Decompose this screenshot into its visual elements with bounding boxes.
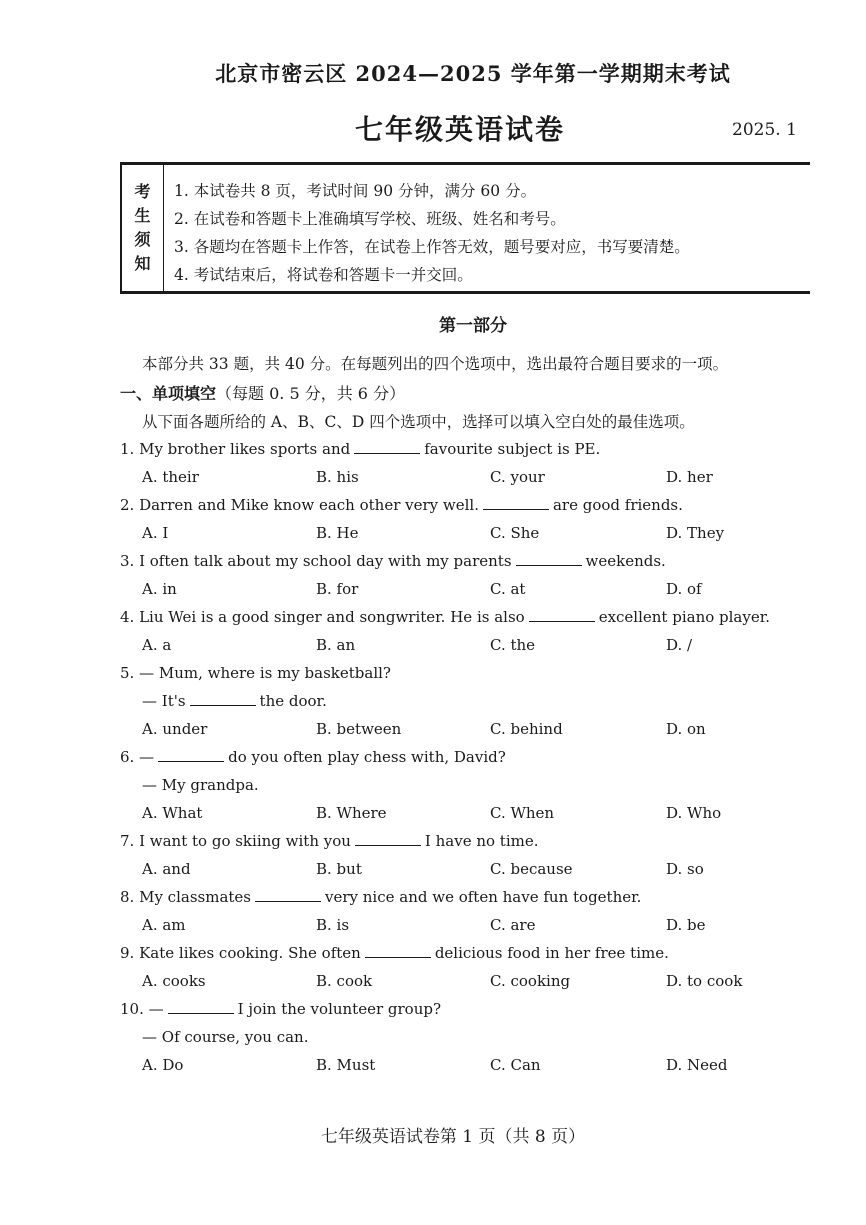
question-text: 4. Liu Wei is a good singer and songwriter. He is also bbox=[120, 608, 525, 626]
question-stem bbox=[120, 608, 770, 626]
question-stem bbox=[120, 888, 641, 906]
question-stem bbox=[120, 944, 669, 962]
answer-option: D. They bbox=[666, 524, 725, 542]
answer-blank bbox=[255, 900, 321, 902]
notice-label-char: 生 bbox=[134, 206, 151, 225]
notice-label-char: 考 bbox=[134, 182, 151, 201]
exam-notice-box bbox=[120, 162, 810, 294]
answer-option: A. under bbox=[142, 720, 208, 738]
answer-option: C. She bbox=[490, 524, 540, 542]
question-text: favourite subject is PE. bbox=[424, 440, 601, 458]
section-heading-label: 一、单项填空 bbox=[120, 384, 217, 403]
question-text: — Of course, you can. bbox=[142, 1028, 309, 1046]
answer-blank bbox=[483, 508, 549, 510]
question-text: — My grandpa. bbox=[142, 776, 259, 794]
exam-title: 北京市密云区 2024—2025 学年第一学期期末考试 bbox=[215, 61, 731, 86]
answer-option: A. a bbox=[142, 636, 172, 654]
answer-option: D. on bbox=[666, 720, 706, 738]
answer-blank bbox=[158, 760, 224, 762]
question-text: 8. My classmates bbox=[120, 888, 251, 906]
answer-option: A. and bbox=[142, 860, 191, 878]
answer-option: D. / bbox=[666, 636, 693, 654]
question-stem bbox=[120, 664, 391, 682]
question-dialogue-line bbox=[142, 776, 259, 794]
question-text: 6. — bbox=[120, 748, 155, 766]
answer-option: D. Who bbox=[666, 804, 722, 822]
answer-option: D. Need bbox=[666, 1056, 728, 1074]
answer-option: C. Can bbox=[490, 1056, 541, 1074]
question-text: the door. bbox=[259, 692, 327, 710]
answer-option: C. When bbox=[490, 804, 555, 822]
answer-blank bbox=[355, 844, 421, 846]
part-intro: 本部分共 33 题，共 40 分。在每题列出的四个选项中，选出最符合题目要求的一项。 bbox=[142, 355, 729, 373]
answer-option: D. be bbox=[666, 916, 706, 934]
answer-option: A. in bbox=[142, 580, 177, 598]
answer-blank bbox=[190, 704, 256, 706]
question-text: do you often play chess with, David? bbox=[228, 748, 506, 766]
question-dialogue-line bbox=[142, 692, 327, 710]
answer-option: B. but bbox=[316, 860, 362, 878]
question-stem bbox=[120, 1000, 441, 1018]
notice-item: 2. 在试卷和答题卡上准确填写学校、班级、姓名和考号。 bbox=[174, 210, 566, 228]
question-stem bbox=[120, 748, 506, 766]
question-text: 2. Darren and Mike know each other very well. bbox=[120, 496, 479, 514]
question-text: I join the volunteer group? bbox=[237, 1000, 442, 1018]
answer-option: C. behind bbox=[490, 720, 563, 738]
notice-item: 4. 考试结束后，将试卷和答题卡一并交回。 bbox=[174, 266, 473, 284]
answer-option: A. I bbox=[142, 524, 169, 542]
question-text: 3. I often talk about my school day with my parents bbox=[120, 552, 512, 570]
question-text: excellent piano player. bbox=[598, 608, 771, 626]
answer-option: D. so bbox=[666, 860, 704, 878]
paper-date: 2025. 1 bbox=[732, 120, 797, 140]
notice-label-char: 须 bbox=[134, 230, 151, 249]
answer-option: C. because bbox=[490, 860, 573, 878]
question-text: 10. — bbox=[120, 1000, 164, 1018]
question-text: weekends. bbox=[585, 552, 666, 570]
answer-option: A. am bbox=[142, 916, 186, 934]
answer-option: A. cooks bbox=[142, 972, 206, 990]
question-stem bbox=[120, 552, 666, 570]
section-heading bbox=[120, 381, 405, 404]
notice-item: 1. 本试卷共 8 页，考试时间 90 分钟，满分 60 分。 bbox=[174, 182, 537, 200]
answer-option: C. at bbox=[490, 580, 526, 598]
question-text: 7. I want to go skiing with you bbox=[120, 832, 351, 850]
answer-option: B. for bbox=[316, 580, 359, 598]
answer-option: B. is bbox=[316, 916, 350, 934]
answer-blank bbox=[516, 564, 582, 566]
question-text: 5. — Mum, where is my basketball? bbox=[120, 664, 391, 682]
part-title: 第一部分 bbox=[439, 316, 507, 336]
notice-label bbox=[122, 165, 164, 291]
section-score: （每题 0. 5 分，共 6 分） bbox=[216, 384, 406, 403]
question-text: delicious food in her free time. bbox=[434, 944, 669, 962]
question-text: I have no time. bbox=[424, 832, 539, 850]
question-text: very nice and we often have fun together. bbox=[325, 888, 642, 906]
answer-option: B. Where bbox=[316, 804, 387, 822]
question-stem bbox=[120, 440, 600, 458]
answer-option: B. He bbox=[316, 524, 359, 542]
notice-item: 3. 各题均在答题卡上作答，在试卷上作答无效，题号要对应，书写要清楚。 bbox=[174, 238, 690, 256]
page-footer: 七年级英语试卷第 1 页（共 8 页） bbox=[320, 1127, 586, 1147]
answer-option: B. Must bbox=[316, 1056, 376, 1074]
answer-option: A. What bbox=[142, 804, 203, 822]
notice-label-char: 知 bbox=[134, 254, 151, 273]
question-text: — It's bbox=[142, 692, 186, 710]
question-text: are good friends. bbox=[552, 496, 683, 514]
paper-title: 七年级英语试卷 bbox=[355, 113, 566, 146]
answer-option: D. to cook bbox=[666, 972, 743, 990]
answer-option: D. of bbox=[666, 580, 702, 598]
answer-blank bbox=[168, 1012, 234, 1014]
answer-option: A. Do bbox=[142, 1056, 184, 1074]
question-text: 9. Kate likes cooking. She often bbox=[120, 944, 361, 962]
question-dialogue-line bbox=[142, 1028, 308, 1046]
answer-option: A. their bbox=[142, 468, 199, 486]
answer-option: B. cook bbox=[316, 972, 373, 990]
answer-option: B. an bbox=[316, 636, 356, 654]
answer-blank bbox=[365, 956, 431, 958]
answer-blank bbox=[354, 452, 420, 454]
question-stem bbox=[120, 832, 539, 850]
answer-option: C. your bbox=[490, 468, 545, 486]
question-text: 1. My brother likes sports and bbox=[120, 440, 351, 458]
answer-option: D. her bbox=[666, 468, 713, 486]
answer-option: B. between bbox=[316, 720, 402, 738]
answer-blank bbox=[529, 620, 595, 622]
section-instruction: 从下面各题所给的 A、B、C、D 四个选项中，选择可以填入空白处的最佳选项。 bbox=[142, 413, 695, 431]
notice-items bbox=[174, 177, 690, 289]
question-stem bbox=[120, 496, 683, 514]
answer-option: C. are bbox=[490, 916, 536, 934]
answer-option: B. his bbox=[316, 468, 359, 486]
answer-option: C. the bbox=[490, 636, 536, 654]
answer-option: C. cooking bbox=[490, 972, 571, 990]
